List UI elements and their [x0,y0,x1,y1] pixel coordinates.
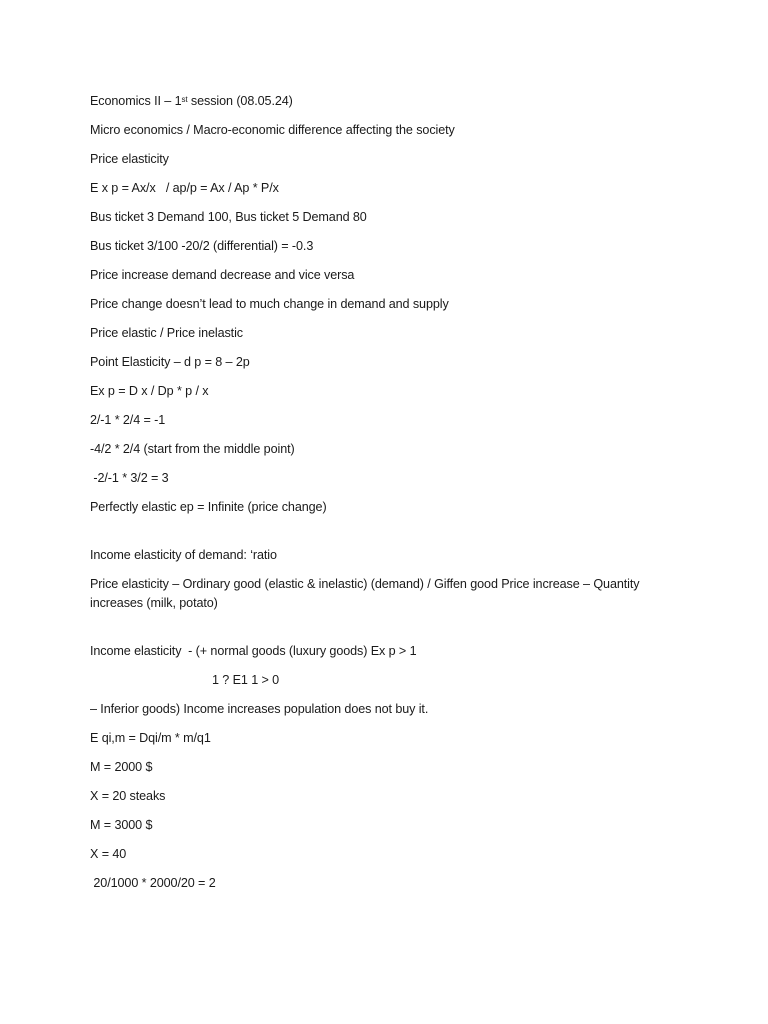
note-line: Price elasticity – Ordinary good (elastic & inelastic) (demand) / Giffen good Price increase – Quantity increases (milk, potato) [90,577,643,610]
session-title [90,92,670,111]
note-line: E qi,m = Dqi/m * m/q1 [90,731,211,745]
note-line: 20/1000 * 2000/20 = 2 [90,876,216,890]
note-line: M = 3000 $ [90,818,153,832]
note-line: -4/2 * 2/4 (start from the middle point) [90,442,295,456]
note-line: Ex p = D x / Dp * p / x [90,384,209,398]
note-line-indented: 1 ? E1 1 > 0 [212,673,280,687]
note-line: M = 2000 $ [90,760,153,774]
note-line: Perfectly elastic ep = Infinite (price change) [90,500,327,514]
session-title-prefix: Economics II – 1 [90,94,182,108]
note-line: – Inferior goods) Income increases population does not buy it. [90,702,429,716]
session-title-sup: st [181,95,188,104]
note-line: Micro economics / Macro-economic difference affecting the society [90,123,455,137]
note-line: Price increase demand decrease and vice versa [90,268,355,282]
note-line: 2/-1 * 2/4 = -1 [90,413,166,427]
note-line: E x p = Ax/x / ap/p = Ax / Ap * P/x [90,181,279,195]
note-line: Point Elasticity – d p = 8 – 2p [90,355,250,369]
note-line: -2/-1 * 3/2 = 3 [90,471,169,485]
blank-line [90,527,670,546]
note-line: Price elastic / Price inelastic [90,326,243,340]
note-line: Price change doesn’t lead to much change in demand and supply [90,297,449,311]
note-line: Income elasticity - (+ normal goods (luxury goods) Ex p > 1 [90,644,417,658]
document-body [90,92,670,903]
note-line: Price elasticity [90,152,169,166]
note-line: Income elasticity of demand: ‘ratio [90,548,277,562]
note-line: Bus ticket 3/100 -20/2 (differential) = -0.3 [90,239,314,253]
note-line: X = 20 steaks [90,789,166,803]
note-line: Bus ticket 3 Demand 100, Bus ticket 5 Demand 80 [90,210,367,224]
session-title-suffix: session (08.05.24) [187,94,293,108]
blank-line [90,623,670,642]
note-line: X = 40 [90,847,127,861]
